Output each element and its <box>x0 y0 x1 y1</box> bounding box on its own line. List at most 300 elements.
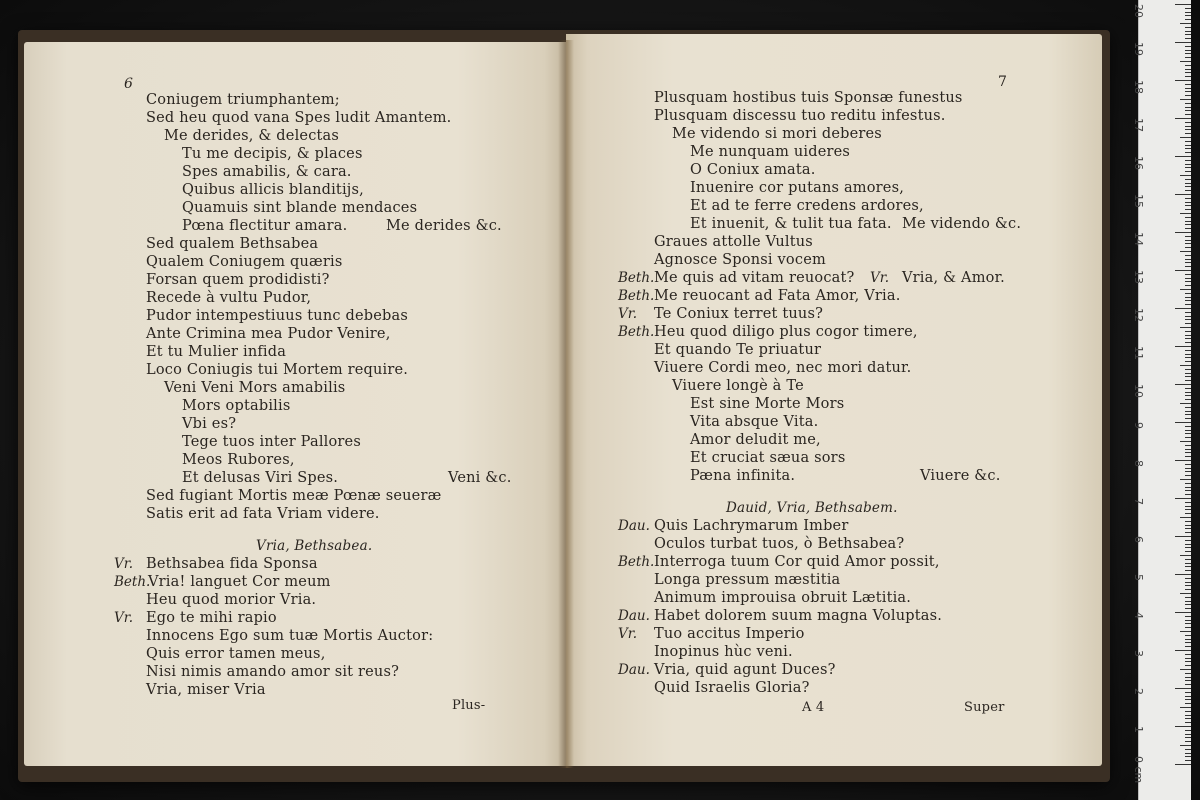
ruler-tick <box>1185 114 1191 115</box>
ruler-tick <box>1185 107 1191 108</box>
ruler-tick <box>1185 57 1191 58</box>
ruler-tick <box>1185 38 1191 39</box>
text-line: Habet dolorem suum magna Voluptas. <box>654 608 943 624</box>
ruler-tick <box>1185 692 1191 693</box>
text-line: Agnosce Sponsi vocem <box>654 252 826 268</box>
ruler-tick <box>1185 722 1191 723</box>
ruler-tick <box>1185 665 1191 666</box>
ruler-tick <box>1185 316 1191 317</box>
text-line: Oculos turbat tuos, ò Bethsabea? <box>654 536 905 552</box>
ruler-label: 9 <box>1132 422 1145 429</box>
ruler-tick <box>1185 369 1191 370</box>
ruler-tick <box>1175 460 1191 461</box>
text-line: Plusquam discessu tuo reditu infestus. <box>654 108 946 124</box>
speaker-label: Vr. <box>618 306 638 322</box>
ruler-label: 5 <box>1132 574 1145 581</box>
ruler-tick <box>1185 171 1191 172</box>
ruler-tick <box>1185 468 1191 469</box>
ruler-tick <box>1185 240 1191 241</box>
speaker-label: Beth. <box>618 270 655 286</box>
text-line: Quid Israelis Gloria? <box>654 680 810 696</box>
ruler-label: 14 <box>1132 232 1145 246</box>
text-line: Me nunquam uideres <box>690 144 851 160</box>
ruler-tick <box>1185 221 1191 222</box>
ruler-tick <box>1185 388 1191 389</box>
ruler-tick <box>1175 612 1191 613</box>
ruler-tick <box>1185 53 1191 54</box>
text-line: Tege tuos inter Pallores <box>182 434 361 450</box>
ruler-label: 13 <box>1132 270 1145 284</box>
text-line: Et delusas Viri Spes. <box>182 470 339 486</box>
ruler-tick <box>1185 414 1191 415</box>
ruler-tick <box>1185 95 1191 96</box>
ruler-tick <box>1180 99 1191 100</box>
text-line: Me derides, & delectas <box>164 128 340 144</box>
ruler-tick <box>1185 475 1191 476</box>
ruler-tick <box>1185 8 1191 9</box>
catchword: Super <box>964 700 1005 715</box>
ruler-tick <box>1180 555 1191 556</box>
speaker-label: Vr. <box>114 610 134 626</box>
ruler-tick <box>1180 289 1191 290</box>
ruler-tick <box>1185 483 1191 484</box>
ruler-label: 7 <box>1132 498 1145 505</box>
ruler-tick <box>1185 76 1191 77</box>
text-line: Forsan quem prodidisti? <box>146 272 330 288</box>
text-line: Pudor intempestiuus tunc debebas <box>146 308 409 324</box>
ruler-tick <box>1180 327 1191 328</box>
ruler-tick <box>1185 521 1191 522</box>
ruler-tick <box>1175 118 1191 119</box>
measurement-ruler <box>1132 0 1191 800</box>
ruler-tick <box>1180 441 1191 442</box>
ruler-tick <box>1175 156 1191 157</box>
ruler-tick <box>1185 589 1191 590</box>
ruler-tick <box>1185 179 1191 180</box>
ruler-tick <box>1185 673 1191 674</box>
ruler-tick <box>1185 392 1191 393</box>
ruler-tick <box>1180 479 1191 480</box>
ruler-tick <box>1180 213 1191 214</box>
text-line: Et ad te ferre credens ardores, <box>690 198 924 214</box>
ruler-tick <box>1185 604 1191 605</box>
ruler-label: 15 <box>1132 194 1145 208</box>
text-line: Et inuenit, & tulit tua fata. <box>690 216 892 232</box>
ruler-tick <box>1185 247 1191 248</box>
ruler-tick <box>1185 407 1191 408</box>
ruler-tick <box>1175 270 1191 271</box>
left-page <box>24 42 566 766</box>
ruler-label: 8 <box>1132 460 1145 467</box>
text-line: Inopinus hùc veni. <box>654 644 793 660</box>
text-line: Sed qualem Bethsabea <box>146 236 319 252</box>
ruler-tick <box>1185 129 1191 130</box>
ruler-tick <box>1185 399 1191 400</box>
ruler-tick <box>1185 756 1191 757</box>
ruler-tick <box>1185 198 1191 199</box>
ruler-tick <box>1185 236 1191 237</box>
ruler-tick <box>1175 536 1191 537</box>
ruler-tick <box>1185 418 1191 419</box>
text-line: Inuenire cor putans amores, <box>690 180 905 196</box>
ruler-tick <box>1185 285 1191 286</box>
ruler-tick <box>1185 547 1191 548</box>
page-number: 7 <box>998 74 1007 90</box>
text-line: Quis Lachrymarum Imber <box>654 518 849 534</box>
ruler-tick <box>1185 646 1191 647</box>
ruler-tick <box>1185 217 1191 218</box>
signature-mark: A 4 <box>802 700 825 715</box>
ruler-label: 0 cm <box>1132 756 1145 784</box>
text-line: Meos Rubores, <box>182 452 295 468</box>
right-page <box>566 34 1102 766</box>
ruler-label: 17 <box>1132 118 1145 132</box>
ruler-tick <box>1180 707 1191 708</box>
speaker-label: Vr. <box>870 270 890 286</box>
ruler-tick <box>1185 680 1191 681</box>
ruler-label: 6 <box>1132 536 1145 543</box>
text-line: Me reuocant ad Fata Amor, Vria. <box>654 288 901 304</box>
ruler-tick <box>1175 574 1191 575</box>
ruler-tick <box>1185 84 1191 85</box>
ruler-tick <box>1185 433 1191 434</box>
text-line: Sed heu quod vana Spes ludit Amantem. <box>146 110 452 126</box>
page-number: 6 <box>124 76 133 92</box>
ruler-tick <box>1185 148 1191 149</box>
text-line: Quis error tamen meus, <box>146 646 326 662</box>
text-line: Viuere longè à Te <box>672 378 804 394</box>
ruler-tick <box>1185 88 1191 89</box>
ruler-tick <box>1180 517 1191 518</box>
ruler-label: 12 <box>1132 308 1145 322</box>
text-line: Amor deludit me, <box>690 432 821 448</box>
ruler-tick <box>1180 593 1191 594</box>
text-line: Heu quod diligo plus cogor timere, <box>654 324 918 340</box>
ruler-tick <box>1185 304 1191 305</box>
ruler-tick <box>1185 319 1191 320</box>
text-line: Vbi es? <box>182 416 237 432</box>
ruler-label: 2 <box>1132 688 1145 695</box>
ruler-tick <box>1185 449 1191 450</box>
ruler-tick <box>1185 582 1191 583</box>
text-line: Et quando Te priuatur <box>654 342 822 358</box>
ruler-tick <box>1175 80 1191 81</box>
book-gutter <box>558 40 574 768</box>
speaker-label: Beth. <box>618 288 655 304</box>
ruler-label: 3 <box>1132 650 1145 657</box>
text-line: Mors optabilis <box>182 398 291 414</box>
speaker-label: Dau. <box>618 518 650 534</box>
text-line: Heu quod morior Vria. <box>146 592 317 608</box>
ruler-tick <box>1180 61 1191 62</box>
ruler-tick <box>1185 205 1191 206</box>
text-line: Graues attolle Vultus <box>654 234 813 250</box>
ruler-tick <box>1185 167 1191 168</box>
ruler-tick <box>1185 293 1191 294</box>
ruler-tick <box>1185 274 1191 275</box>
ruler-tick <box>1185 627 1191 628</box>
text-line: Quibus allicis blanditijs, <box>182 182 364 198</box>
ruler-tick <box>1185 730 1191 731</box>
ruler-tick <box>1185 456 1191 457</box>
ruler-tick <box>1175 384 1191 385</box>
ruler-tick <box>1175 4 1191 5</box>
text-line: Vita absque Vita. <box>690 414 819 430</box>
text-line: Qualem Coniugem quæris <box>146 254 343 270</box>
ruler-tick <box>1175 346 1191 347</box>
ruler-tick <box>1185 760 1191 761</box>
ruler-tick <box>1185 437 1191 438</box>
ruler-tick <box>1185 411 1191 412</box>
ruler-tick <box>1185 578 1191 579</box>
ruler-tick <box>1185 585 1191 586</box>
ruler-label: 4 <box>1132 612 1145 619</box>
text-line: Me videndo si mori deberes <box>672 126 882 142</box>
text-line: Ego te mihi rapio <box>146 610 277 626</box>
ruler-tick <box>1180 669 1191 670</box>
ruler-tick <box>1185 65 1191 66</box>
ruler-tick <box>1185 202 1191 203</box>
text-line: Vria, quid agunt Duces? <box>654 662 836 678</box>
ruler-tick <box>1185 331 1191 332</box>
ruler-tick <box>1185 563 1191 564</box>
ruler-tick <box>1185 91 1191 92</box>
text-line: Vria, & Amor. <box>902 270 1005 286</box>
ruler-tick <box>1185 361 1191 362</box>
ruler-tick <box>1180 403 1191 404</box>
ruler-tick <box>1185 699 1191 700</box>
ruler-tick <box>1185 69 1191 70</box>
ruler-tick <box>1185 373 1191 374</box>
ruler-tick <box>1185 50 1191 51</box>
ruler-tick <box>1185 734 1191 735</box>
ruler-tick <box>1185 31 1191 32</box>
ruler-tick <box>1185 126 1191 127</box>
speaker-label: Dau. <box>618 608 650 624</box>
text-line: Viuere Cordi meo, nec mori datur. <box>654 360 912 376</box>
ruler-tick <box>1185 376 1191 377</box>
ruler-tick <box>1175 650 1191 651</box>
text-line: Plusquam hostibus tuis Sponsæ funestus <box>654 90 963 106</box>
ruler-tick <box>1185 255 1191 256</box>
ruler-tick <box>1185 642 1191 643</box>
ruler-tick <box>1185 395 1191 396</box>
ruler-tick <box>1185 487 1191 488</box>
ruler-tick <box>1185 335 1191 336</box>
ruler-tick <box>1185 27 1191 28</box>
text-line: O Coniux amata. <box>690 162 816 178</box>
ruler-tick <box>1185 228 1191 229</box>
ruler-tick <box>1185 357 1191 358</box>
ruler-tick <box>1185 749 1191 750</box>
speaker-label: Beth. <box>618 324 655 340</box>
ruler-tick <box>1175 498 1191 499</box>
ruler-tick <box>1185 110 1191 111</box>
ruler-tick <box>1185 509 1191 510</box>
ruler-tick <box>1185 753 1191 754</box>
ruler-tick <box>1185 502 1191 503</box>
ruler-tick <box>1180 365 1191 366</box>
scene-heading: Dauid, Vria, Bethsabem. <box>726 500 898 516</box>
ruler-tick <box>1175 422 1191 423</box>
text-line: Et tu Mulier infida <box>146 344 287 360</box>
ruler-tick <box>1185 183 1191 184</box>
text-line: Tu me decipis, & places <box>182 146 363 162</box>
ruler-tick <box>1185 278 1191 279</box>
ruler-tick <box>1185 122 1191 123</box>
text-line: Et cruciat sæua sors <box>690 450 846 466</box>
ruler-tick <box>1185 380 1191 381</box>
text-line: Coniugem triumphantem; <box>146 92 340 108</box>
ruler-tick <box>1185 494 1191 495</box>
ruler-tick <box>1185 338 1191 339</box>
ruler-tick <box>1180 23 1191 24</box>
ruler-label: 18 <box>1132 80 1145 94</box>
text-line: Me quis ad vitam reuocat? <box>654 270 855 286</box>
ruler-tick <box>1180 251 1191 252</box>
ruler-tick <box>1185 620 1191 621</box>
ruler-tick <box>1185 677 1191 678</box>
ruler-tick <box>1185 715 1191 716</box>
ruler-tick <box>1175 232 1191 233</box>
speaker-label: Vr. <box>114 556 134 572</box>
ruler-tick <box>1185 737 1191 738</box>
ruler-tick <box>1185 654 1191 655</box>
text-line: Interroga tuum Cor quid Amor possit, <box>654 554 940 570</box>
ruler-tick <box>1185 190 1191 191</box>
speaker-label: Beth. <box>618 554 655 570</box>
ruler-tick <box>1180 137 1191 138</box>
ruler-label: 11 <box>1132 346 1145 360</box>
ruler-tick <box>1185 597 1191 598</box>
ruler-label: 20 <box>1132 4 1145 18</box>
text-line: Vria! languet Cor meum <box>148 574 331 590</box>
ruler-tick <box>1185 566 1191 567</box>
ruler-tick <box>1175 194 1191 195</box>
repeat-cue: Me derides &c. <box>386 218 502 234</box>
ruler-tick <box>1185 559 1191 560</box>
ruler-tick <box>1180 745 1191 746</box>
text-line: Innocens Ego sum tuæ Mortis Auctor: <box>146 628 434 644</box>
ruler-label: 16 <box>1132 156 1145 170</box>
ruler-tick <box>1185 658 1191 659</box>
ruler-tick <box>1185 15 1191 16</box>
ruler-tick <box>1185 570 1191 571</box>
ruler-tick <box>1185 243 1191 244</box>
text-line: Te Coniux terret tuus? <box>654 306 824 322</box>
ruler-tick <box>1185 540 1191 541</box>
text-line: Sed fugiant Mortis meæ Pœnæ seueræ <box>146 488 442 504</box>
speaker-label: Vr. <box>618 626 638 642</box>
scene-heading: Vria, Bethsabea. <box>256 538 373 554</box>
ruler-tick <box>1185 551 1191 552</box>
text-line: Pæna infinita. <box>690 468 796 484</box>
ruler-tick <box>1185 490 1191 491</box>
ruler-label: 19 <box>1132 42 1145 56</box>
ruler-tick <box>1185 711 1191 712</box>
text-line: Nisi nimis amando amor sit reus? <box>146 664 400 680</box>
speaker-label: Beth. <box>114 574 151 590</box>
ruler-tick <box>1185 350 1191 351</box>
ruler-tick <box>1185 525 1191 526</box>
ruler-tick <box>1185 259 1191 260</box>
ruler-tick <box>1185 426 1191 427</box>
ruler-tick <box>1185 696 1191 697</box>
repeat-cue: Veni &c. <box>448 470 512 486</box>
ruler-tick <box>1185 703 1191 704</box>
ruler-label: 10 <box>1132 384 1145 398</box>
ruler-tick <box>1180 175 1191 176</box>
text-line: Quamuis sint blande mendaces <box>182 200 418 216</box>
text-line: Ante Crimina mea Pudor Venire, <box>146 326 391 342</box>
ruler-tick <box>1185 718 1191 719</box>
text-line: Vria, miser Vria <box>146 682 266 698</box>
ruler-tick <box>1185 262 1191 263</box>
ruler-tick <box>1185 464 1191 465</box>
ruler-tick <box>1185 601 1191 602</box>
ruler-tick <box>1185 141 1191 142</box>
catchword: Plus- <box>452 698 486 713</box>
ruler-tick <box>1185 684 1191 685</box>
ruler-tick <box>1175 42 1191 43</box>
ruler-tick <box>1185 297 1191 298</box>
text-line: Est sine Morte Mors <box>690 396 845 412</box>
ruler-tick <box>1185 608 1191 609</box>
ruler-tick <box>1175 308 1191 309</box>
ruler-tick <box>1185 224 1191 225</box>
ruler-tick <box>1185 635 1191 636</box>
ruler-tick <box>1185 532 1191 533</box>
ruler-tick <box>1185 616 1191 617</box>
ruler-tick <box>1185 164 1191 165</box>
ruler-tick <box>1185 639 1191 640</box>
ruler-tick <box>1185 160 1191 161</box>
text-line: Spes amabilis, & cara. <box>182 164 352 180</box>
ruler-tick <box>1185 152 1191 153</box>
ruler-tick <box>1180 631 1191 632</box>
ruler-tick <box>1185 19 1191 20</box>
ruler-tick <box>1185 103 1191 104</box>
text-line: Tuo accitus Imperio <box>654 626 805 642</box>
ruler-tick <box>1185 72 1191 73</box>
ruler-tick <box>1175 764 1191 765</box>
text-line: Animum improuisa obruit Lætitia. <box>654 590 912 606</box>
ruler-tick <box>1185 354 1191 355</box>
ruler-tick <box>1185 471 1191 472</box>
ruler-tick <box>1185 623 1191 624</box>
text-line: Satis erit ad fata Vriam videre. <box>146 506 380 522</box>
ruler-tick <box>1185 209 1191 210</box>
ruler-tick <box>1185 186 1191 187</box>
ruler-tick <box>1185 12 1191 13</box>
text-line: Longa pressum mæstitia <box>654 572 841 588</box>
repeat-cue: Viuere &c. <box>920 468 1001 484</box>
ruler-tick <box>1185 430 1191 431</box>
ruler-tick <box>1185 145 1191 146</box>
ruler-tick <box>1185 445 1191 446</box>
ruler-tick <box>1185 323 1191 324</box>
repeat-cue: Me videndo &c. <box>902 216 1022 232</box>
ruler-tick <box>1185 133 1191 134</box>
ruler-tick <box>1185 266 1191 267</box>
ruler-tick <box>1185 34 1191 35</box>
text-line: Loco Coniugis tui Mortem require. <box>146 362 409 378</box>
ruler-tick <box>1185 506 1191 507</box>
text-line: Pœna flectitur amara. <box>182 218 348 234</box>
speaker-label: Dau. <box>618 662 650 678</box>
text-line: Recede à vultu Pudor, <box>146 290 312 306</box>
ruler-tick <box>1185 528 1191 529</box>
